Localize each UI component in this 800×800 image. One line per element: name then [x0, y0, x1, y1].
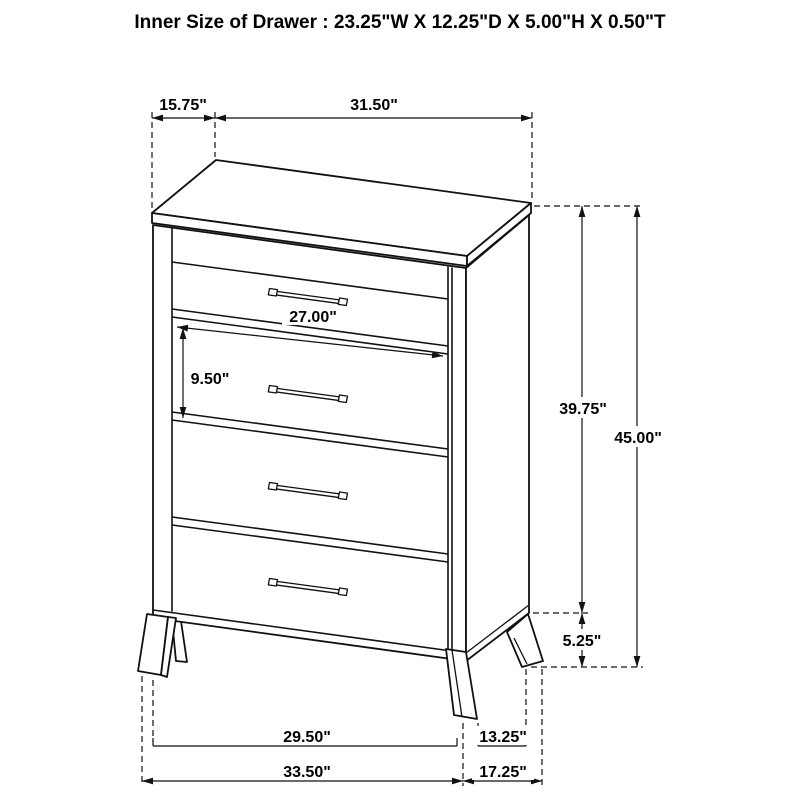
front-right-leg: [446, 649, 477, 719]
diagram-title: Inner Size of Drawer : 23.25"W X 12.25"D X 5.00"H X 0.50"T: [134, 12, 666, 33]
dim-label-leg-height: 5.25": [562, 633, 602, 650]
dim-label-drawer-width: 27.00": [289, 309, 337, 326]
dim-label-top-width: 31.50": [350, 97, 398, 114]
cabinet-front-face: [153, 225, 466, 661]
dim-label-overall-height: 45.00": [614, 430, 662, 447]
cabinet-drawing: [138, 160, 543, 719]
dim-label-front-leg-spacing: 29.50": [283, 729, 331, 746]
dim-label-top-depth: 15.75": [159, 97, 207, 114]
dim-label-overall-depth: 17.25": [479, 764, 527, 781]
cabinet-side-panel: [466, 215, 529, 661]
dim-label-overall-width: 33.50": [283, 764, 331, 781]
dim-label-carcass-height: 39.75": [559, 401, 607, 418]
dim-label-side-leg-spacing: 13.25": [479, 729, 527, 746]
dim-label-drawer-height: 9.50": [190, 371, 230, 388]
